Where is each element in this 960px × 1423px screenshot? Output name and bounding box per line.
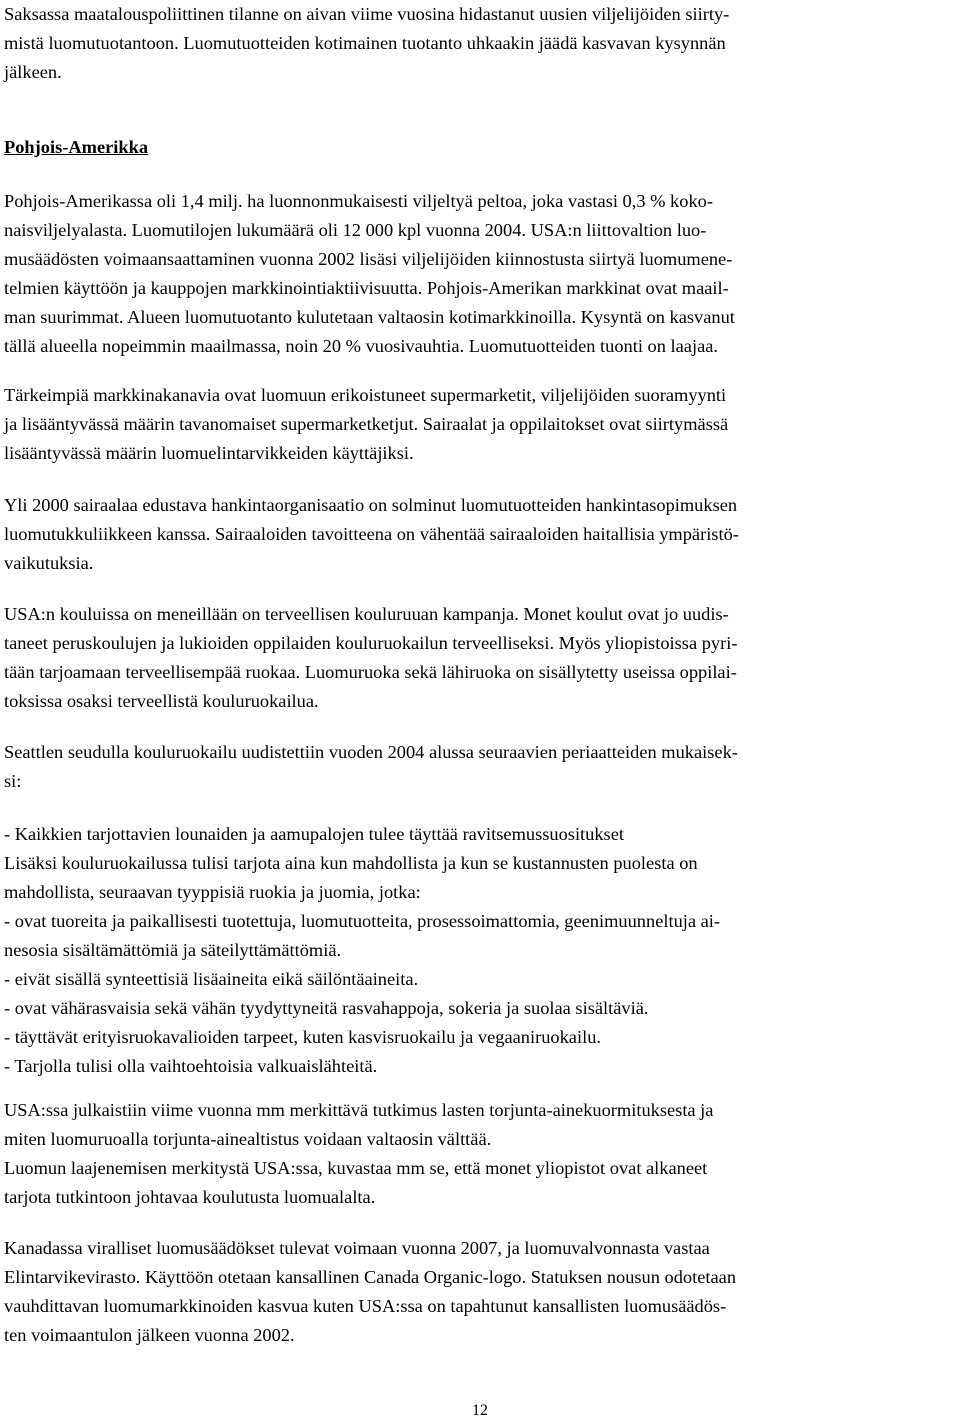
page-number: 12 — [472, 1402, 488, 1419]
text-line: musäädösten voimaansaattaminen vuonna 2002 lisäsi viljelijöiden kiinnostusta siirtyä luomumene- — [4, 249, 733, 269]
paragraph-hospitals — [4, 491, 952, 578]
text-line: Yli 2000 sairaalaa edustava hankintaorganisaatio on solminut luomutuotteiden hankintasopimuksen — [4, 495, 738, 515]
text-line: tään tarjoamaan terveellisempää ruokaa. Luomuruoka sekä lähiruoka on sisällytetty useissa oppilai- — [4, 662, 737, 682]
text-line: vauhdittavan luomumarkkinoiden kasvua kuten USA:ssa on tapahtunut kansallisten luomusäädös- — [4, 1296, 727, 1316]
text-line: USA:n kouluissa on meneillään on terveellisen kouluruuan kampanja. Monet koulut ovat jo uudis- — [4, 604, 729, 624]
text-line: vaikutuksia. — [4, 553, 94, 573]
text-line: taneet peruskoulujen ja lukioiden oppilaiden kouluruokailun terveelliseksi. Myös yliopistoissa pyri- — [4, 633, 738, 653]
paragraph-seattle — [4, 738, 952, 796]
text-line: nesosia sisältämättömiä ja säteilyttämättömiä. — [4, 940, 342, 960]
text-line: Lisäksi kouluruokailussa tulisi tarjota aina kun mahdollista ja kun se kustannusten puolesta on — [4, 853, 698, 873]
text-line: - täyttävät erityisruokavalioiden tarpeet, kuten kasvisruokailu ja vegaaniruokailu. — [4, 1027, 601, 1047]
paragraph-channels — [4, 381, 952, 468]
paragraph-principles-list — [4, 820, 952, 1081]
text-line: - ovat vähärasvaisia sekä vähän tyydyttyneitä rasvahappoja, sokeria ja suolaa sisältäviä. — [4, 998, 649, 1018]
text-line: man suurimmat. Alueen luomutuotanto kulutetaan valtaosin kotimarkkinoilla. Kysyntä on kasvanut — [4, 307, 735, 327]
text-line: tarjota tutkintoon johtavaa koulutusta luomualalta. — [4, 1187, 376, 1207]
text-line: mahdollista, seuraavan tyyppisiä ruokia ja juomia, jotka: — [4, 882, 421, 902]
paragraph-research — [4, 1096, 952, 1212]
text-line: - ovat tuoreita ja paikallisesti tuotettuja, luomutuotteita, prosessoimattomia, geenimuunneltuja ai- — [4, 911, 721, 931]
text-line: jälkeen. — [4, 62, 62, 82]
text-line: USA:ssa julkaistiin viime vuonna mm merkittävä tutkimus lasten torjunta-ainekuormituksesta ja — [4, 1100, 714, 1120]
text-line: telmien käyttöön ja kauppojen markkinointiaktiivisuutta. Pohjois-Amerikan markkinat ovat maail- — [4, 278, 729, 298]
text-line: Tärkeimpiä markkinakanavia ovat luomuun erikoistuneet supermarketit, viljelijöiden suoramyynti — [4, 385, 727, 405]
paragraph-schools — [4, 600, 952, 716]
text-line: ja lisääntyvässä määrin tavanomaiset supermarketketjut. Sairaalat ja oppilaitokset ovat siirtymässä — [4, 414, 729, 434]
section-heading: Pohjois-Amerikka — [4, 137, 149, 157]
text-line: si: — [4, 771, 22, 791]
text-line: - Kaikkien tarjottavien lounaiden ja aamupalojen tulee täyttää ravitsemussuositukset — [4, 824, 624, 844]
text-line: Pohjois-Amerikassa oli 1,4 milj. ha luonnonmukaisesti viljeltyä peltoa, joka vastasi 0,3 % koko- — [4, 191, 713, 211]
text-line: ten voimaantulon jälkeen vuonna 2002. — [4, 1325, 295, 1345]
text-line: miten luomuruoalla torjunta-ainealtistus voidaan valtaosin välttää. — [4, 1129, 492, 1149]
text-line: naisviljelyalasta. Luomutilojen lukumäärä oli 12 000 kpl vuonna 2004. USA:n liittovaltion luo- — [4, 220, 707, 240]
paragraph-market-overview — [4, 187, 952, 390]
text-line: Elintarvikevirasto. Käyttöön otetaan kansallinen Canada Organic-logo. Statuksen nousun odotetaan — [4, 1267, 737, 1287]
intro-paragraph — [4, 0, 952, 87]
text-line: luomutukkuliikkeen kanssa. Sairaaloiden tavoitteena on vähentää sairaaloiden haitallisia ympäristö- — [4, 524, 739, 544]
text-line: Luomun laajenemisen merkitystä USA:ssa, kuvastaa mm se, että monet yliopistot ovat alkaneet — [4, 1158, 708, 1178]
paragraph-canada — [4, 1234, 952, 1350]
text-line: lisääntyvässä määrin luomuelintarvikkeiden käyttäjiksi. — [4, 443, 414, 463]
text-line: mistä luomutuotantoon. Luomutuotteiden kotimainen tuotanto uhkaakin jäädä kasvavan kysynnän — [4, 33, 726, 53]
text-line: Kanadassa viralliset luomusäädökset tulevat voimaan vuonna 2007, ja luomuvalvonnasta vastaa — [4, 1238, 710, 1258]
text-line: toksissa osaksi terveellistä kouluruokailua. — [4, 691, 319, 711]
text-line: Seattlen seudulla kouluruokailu uudistettiin vuoden 2004 alussa seuraavien periaatteiden mukaisek- — [4, 742, 738, 762]
text-line: - eivät sisällä synteettisiä lisäaineita eikä säilöntäaineita. — [4, 969, 419, 989]
text-line: Saksassa maatalouspoliittinen tilanne on aivan viime vuosina hidastanut uusien viljelijöiden siirty- — [4, 4, 730, 24]
text-line: - Tarjolla tulisi olla vaihtoehtoisia valkuaislähteitä. — [4, 1056, 378, 1076]
text-line: tällä alueella nopeimmin maailmassa, noin 20 % vuosivauhtia. Luomutuotteiden tuonti on laajaa. — [4, 336, 718, 356]
